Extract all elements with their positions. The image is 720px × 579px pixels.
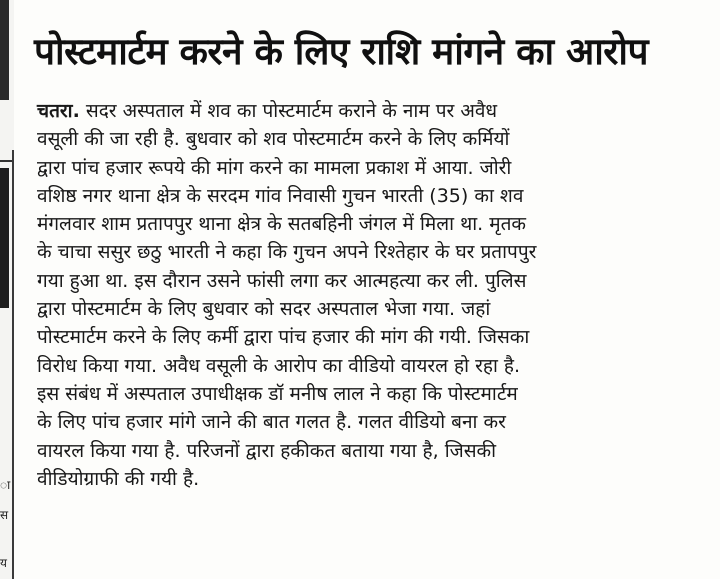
article-line: के लिए पांच हजार मांगे जाने की बात गलत है. गलत वीडियो बना कर — [37, 411, 506, 434]
article-line: पोस्टमार्टम करने के लिए कर्मी द्वारा पांच हजार की मांग की गयी. जिसका — [37, 326, 530, 349]
article-line: के चाचा ससुर छठु भारती ने कहा कि गुचन अपने रिश्तेहार के घर प्रतापपुर — [37, 241, 537, 264]
headline: पोस्टमार्टम करने के लिए राशि मांगने का आरोप — [34, 30, 649, 73]
article-body — [37, 97, 717, 493]
article-line: वीडियोग्राफी की गयी है. — [37, 467, 200, 490]
article-line: गया हुआ था. इस दौरान उसने फांसी लगा कर आत्महत्या कर ली. पुलिस — [37, 269, 527, 292]
column-divider-line — [12, 150, 14, 579]
margin-fragment: स — [0, 508, 9, 522]
article-line: मंगलवार शाम प्रतापपुर थाना क्षेत्र के सतबहिनी जंगल में मिला था. मृतक — [37, 213, 526, 236]
article-line: वायरल किया गया है. परिजनों द्वारा हकीकत बताया गया है, जिसकी — [37, 439, 497, 462]
adjacent-column-rule — [0, 160, 12, 162]
article-line: वसूली की जा रही है. बुधवार को शव पोस्टमार्टम करने के लिए कर्मियों — [37, 128, 510, 151]
adjacent-column-dark-block-lower — [0, 168, 9, 308]
margin-fragment: य — [0, 556, 7, 570]
adjacent-column-edge — [0, 0, 14, 579]
margin-fragment: ा — [0, 478, 11, 492]
article-line: वशिष्ठ नगर थाना क्षेत्र के सरदम गांव निवासी गुचन भारती (35) का शव — [37, 184, 524, 207]
article-line: विरोध किया गया. अवैध वसूली के आरोप का वीडियो वायरल हो रहा है. — [37, 354, 521, 377]
article-line: इस संबंध में अस्पताल उपाधीक्षक डॉ मनीष लाल ने कहा कि पोस्टमार्टम — [37, 382, 518, 405]
article-line: द्वारा पोस्टमार्टम के लिए बुधवार को सदर अस्पताल भेजा गया. जहां — [37, 298, 491, 321]
article-line — [37, 97, 717, 125]
adjacent-column-dark-block — [0, 0, 9, 100]
article-line: द्वारा पांच हजार रूपये की मांग करने का मामला प्रकाश में आया. जोरी — [37, 156, 512, 179]
dateline: चतरा. — [37, 100, 80, 122]
article-line-text: सदर अस्पताल में शव का पोस्टमार्टम कराने के नाम पर अवैध — [79, 100, 498, 122]
